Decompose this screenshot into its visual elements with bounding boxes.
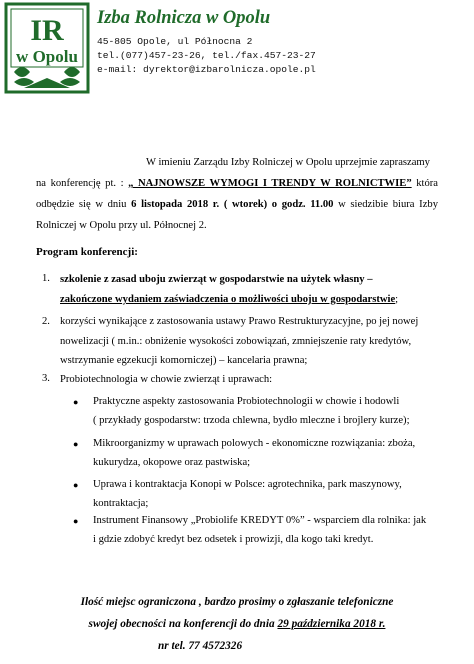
- bullet3-line2: kontraktacja;: [93, 498, 149, 509]
- footer-phone: nr tel. 77 4572326: [158, 640, 243, 652]
- conference-date: 6 listopada 2018 r. ( wtorek) o godz. 11.00: [131, 199, 334, 210]
- item2-line1: korzyści wynikające z zastosowania ustawy Prawo Restrukturyzacyjne, po jej nowej: [60, 316, 419, 327]
- org-name: Izba Rolnicza w Opolu: [97, 8, 271, 28]
- item1-line2-end: ;: [395, 294, 399, 305]
- item1-line1: szkolenie z zasad uboju zwierząt w gospodarstwie na użytek własny –: [60, 274, 373, 285]
- intro-post-title: która odbędzie się w dniu: [36, 178, 438, 210]
- item2-line2: nowelizacji ( m.in.: obniżenie wysokości zobowiązań, zmniejszenie raty kredytów,: [60, 336, 412, 347]
- item-number: 1.: [42, 273, 50, 284]
- deadline-date: 29 października 2018 r.: [277, 618, 386, 630]
- item2-line3: wstrzymanie egzekucji komorniczej) – kancelaria prawna;: [60, 355, 308, 366]
- intro-line1: W imieniu Zarządu Izby Rolniczej w Opolu uprzejmie zapraszamy: [146, 157, 430, 168]
- email: e-mail: dyrektor@izbarolnicza.opole.pl: [97, 64, 316, 75]
- bullet3-line1: Uprawa i kontraktacja Konopi w Polsce: agrotechnika, park maszynowy,: [93, 479, 402, 490]
- logo-text-top: IR: [30, 14, 64, 47]
- bullet4-line1: Instrument Finansowy „Probiolife KREDYT 0%” - wsparciem dla rolnika: jak: [93, 515, 427, 526]
- item1-line2: zakończone wydaniem zaświadczenia o możliwości uboju w gospodarstwie: [60, 294, 396, 305]
- bullet-icon: ●: [73, 480, 79, 490]
- logo-text-bottom: w Opolu: [16, 47, 78, 66]
- conference-title: „ NAJNOWSZE WYMOGI I TRENDY W ROLNICTWIE”: [128, 178, 412, 189]
- intro-pre-title: na konferencję pt. :: [36, 178, 129, 189]
- intro-post-date: w siedzibie biura Izby Rolniczej w Opolu przy ul. Północnej 2.: [36, 199, 438, 231]
- bullet-icon: ●: [73, 397, 79, 407]
- bullet1-line1: Praktyczne aspekty zastosowania Probiotechnologii w chowie i hodowli: [93, 396, 400, 407]
- item1-line2-wrap: [60, 290, 398, 310]
- item3-line1: Probiotechnologia w chowie zwierząt i uprawach:: [60, 374, 273, 385]
- footer-line1: Ilość miejsc ograniczona , bardzo prosimy o zgłaszanie telefoniczne: [80, 596, 394, 608]
- footer-line2: [0, 618, 474, 630]
- footer-line2-pre: swojej obecności na konferencji do dnia: [88, 618, 278, 630]
- bullet4-line2: i gdzie zdobyć kredyt bez odsetek i prowizji, dla kogo taki kredyt.: [93, 534, 374, 545]
- bullet2-line2: kukurydza, okopowe oraz pastwiska;: [93, 457, 251, 468]
- item-number: 2.: [42, 316, 50, 327]
- bullet1-line2: ( przykłady gospodarstw: trzoda chlewna, bydło mleczne i brojlery kurze);: [93, 415, 410, 426]
- intro-paragraph: [36, 152, 438, 236]
- bullet-icon: ●: [73, 516, 79, 526]
- item-number: 3.: [42, 373, 50, 384]
- phone: tel.(077)457-23-26, tel./fax.457-23-27: [97, 50, 316, 61]
- bullet-icon: ●: [73, 439, 79, 449]
- address: 45-805 Opole, ul Północna 2: [97, 36, 253, 47]
- program-title: Program konferencji:: [36, 246, 138, 258]
- logo: [4, 2, 90, 94]
- bullet2-line1: Mikroorganizmy w uprawach polowych - ekonomiczne rozwiązania: zboża,: [93, 438, 416, 449]
